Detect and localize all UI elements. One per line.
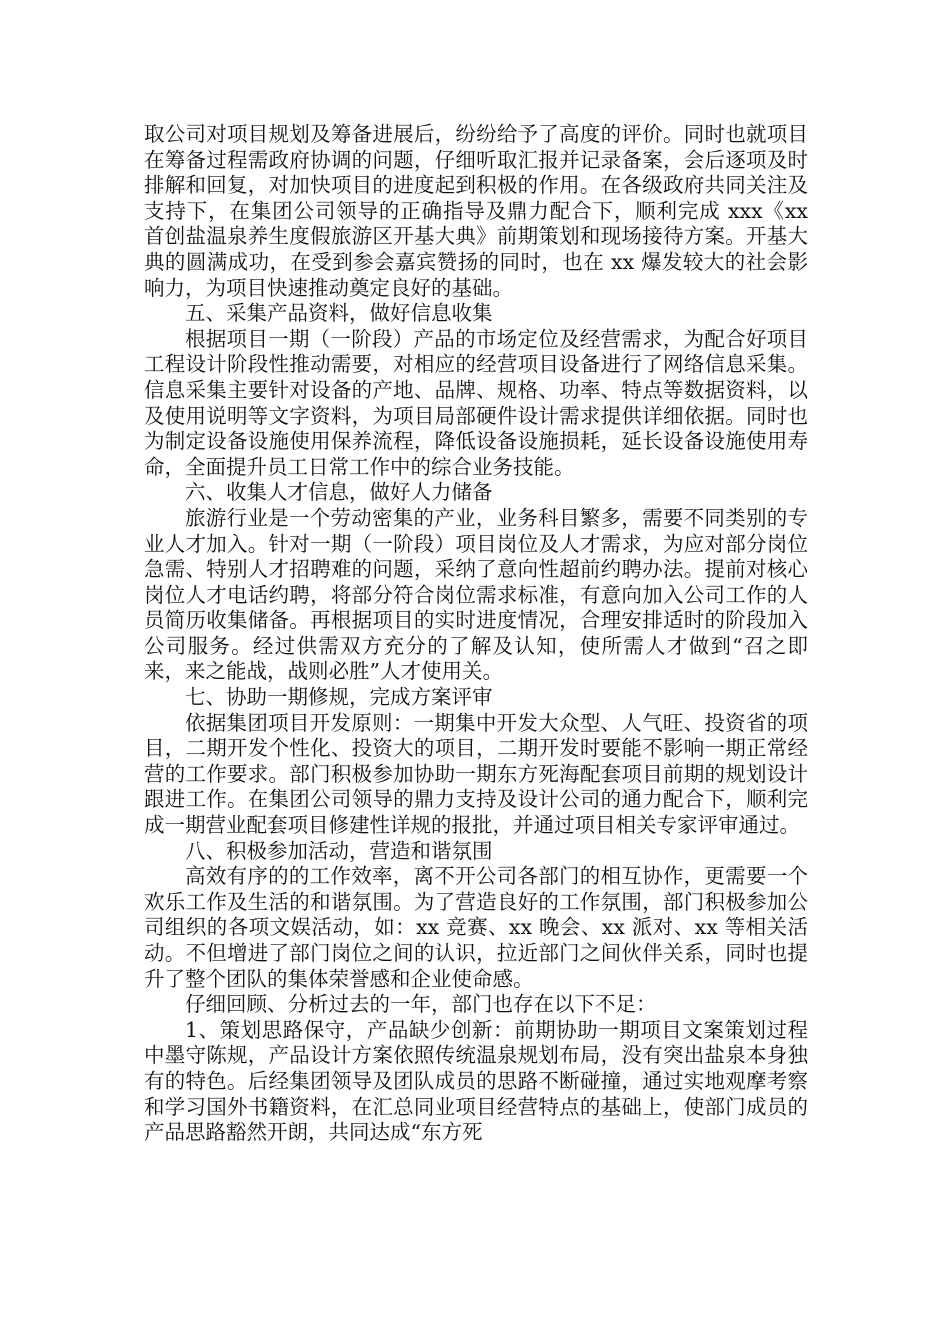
paragraph-continuation: 取公司对项目规划及筹备进展后，纷纷给予了高度的评价。同时也就项目在筹备过程需政府协调的问题，仔细听取汇报并记录备案，会后逐项及时排解和回复，对加快项目的进度起到积极的作用。在各级政府共同关注及支持下，在集团公司领导的正确指导及鼎力配合下，顺利完成 xxx《xx 首创盐温泉养生度假旅游区开基大典》前期策划和现场接待方案。开基大典的圆满成功，在受到参会嘉宾赞扬的同时，也在 xx 爆发较大的社会影响力，为项目快速推动奠定良好的基础。 <box>144 122 808 300</box>
paragraph-talent-reserve: 旅游行业是一个劳动密集的产业，业务科目繁多，需要不同类别的专业人才加入。针对一期（一阶段）项目岗位及人才需求，为应对部分岗位急需、特别人才招聘难的问题，采纳了意向性超前约聘办法。提前对核心岗位人才电话约聘，将部分符合岗位需求标准，有意向加入公司工作的人员简历收集储备。再根据项目的实时进度情况，合理安排适时的阶段加入公司服务。经过供需双方充分的了解及认知，使所需人才做到“召之即来，来之能战，战则必胜”人才使用关。 <box>144 505 808 684</box>
section-heading-6: 六、收集人才信息，做好人力储备 <box>185 480 493 505</box>
document-body <box>144 122 808 1146</box>
section-heading-5: 五、采集产品资料，做好信息收集 <box>185 301 493 326</box>
paragraph-planning-review: 依据集团项目开发原则：一期集中开发大众型、人气旺、投资省的项目，二期开发个性化、投资大的项目，二期开发时要能不影响一期正常经营的工作要求。部门积极参加协助一期东方死海配套项目前期的规划设计跟进工作。在集团公司领导的鼎力支持及设计公司的通力配合下，顺利完成一期营业配套项目修建性详规的报批，并通过项目相关专家评审通过。 <box>144 710 808 838</box>
paragraph-review-intro: 仔细回顾、分析过去的一年，部门也存在以下不足： <box>185 992 657 1017</box>
paragraph-shortcoming-1: 1、策划思路保守，产品缺少创新：前期协助一期项目文案策划过程中墨守陈规，产品设计方案依照传统温泉规划布局，没有突出盐泉本身独有的特色。后经集团领导及团队成员的思路不断碰撞，通过实地观摩考察和学习国外书籍资料，在汇总同业项目经营特点的基础上，使部门成员的产品思路豁然开朗，共同达成“东方死 <box>144 1017 808 1145</box>
paragraph-activities: 高效有序的的工作效率，离不开公司各部门的相互协作，更需要一个欢乐工作及生活的和谐氛围。为了营造良好的工作氛围，部门积极参加公司组织的各项文娱活动，如：xx 竞赛、xx 晚会、xx 派对、xx 等相关活动。不但增进了部门岗位之间的认识，拉近部门之间伙伴关系，同时也提升了整个团队的集体荣誉感和企业使命感。 <box>144 864 808 991</box>
section-heading-7: 七、协助一期修规，完成方案评审 <box>185 685 493 710</box>
paragraph-product-data: 根据项目一期（一阶段）产品的市场定位及经营需求，为配合好项目工程设计阶段性推动需要，对相应的经营项目设备进行了网络信息采集。信息采集主要针对设备的产地、品牌、规格、功率、特点等数据资料，以及使用说明等文字资料，为项目局部硬件设计需求提供详细依据。同时也为制定设备设施使用保养流程，降低设备设施损耗，延长设备设施使用寿命，全面提升员工日常工作中的综合业务技能。 <box>144 326 808 479</box>
section-heading-8: 八、积极参加活动，营造和谐氛围 <box>185 838 493 863</box>
